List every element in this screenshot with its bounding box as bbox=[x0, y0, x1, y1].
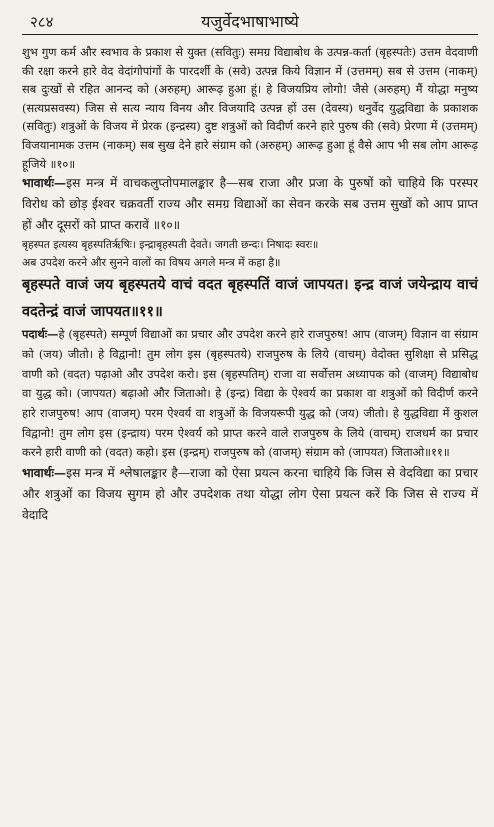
padarth-label: पदार्थः— bbox=[22, 327, 59, 342]
bhavarth-paragraph-1 bbox=[22, 173, 478, 236]
intro-line: अब उपदेश करने और सुनने वालों का विषय अगले मन्त्र में कहा है॥ bbox=[22, 256, 281, 270]
bhavarth-text-2: इस मन्त्र में श्लेषालङ्कार है—राजा को ऐसा प्रयत्न करना चाहिये कि जिस से वेदविद्या का प्रचार और शत्रुओं का विजय सुगम हो और उपदेशक तथा योद्धा लोग ऐसा प्रयत्न करें कि जिस से राज्य में वेदादि bbox=[22, 466, 478, 523]
mantra-verse: बृहस्पते वाजं जय बृहस्पतये वाचं वदत बृहस्पतिं वाजं जापयत। इन्द्र वाजं जयेन्द्राय वाचं वदतेन्द्रं वाजं जापयत॥११॥ bbox=[22, 276, 478, 321]
page-number: २८४ bbox=[30, 13, 54, 31]
devata-line: बृहस्पत इत्यस्य बृहस्पतिर्ऋषिः। इन्द्राबृहस्पती देवते। जगती छन्दः। निषादः स्वरः॥ bbox=[22, 239, 319, 252]
running-head: यजुर्वेदभाषाभाष्ये bbox=[201, 12, 299, 31]
paragraph-top: शुभ गुण कर्म और स्वभाव के प्रकाश से युक्त (सवितुः) समग्र विद्याबोध के उत्पन्न-कर्ता (बृहस्पतेः) उत्तम वेदवाणी की रक्षा करने हारे वेद वेदांगोपांगों के पारदर्शी के (सवे) उत्पन्न किये विज्ञान में (उत्तमम्) सब से उत्तम (नाकम्) सब दुःखों से रहित आनन्द को (अरुहम्) आरूढ़ हुआ हूं। हे विजयप्रिय लोगो! जैसे (अरुहम्) मैं योद्धा मनुष्य (सत्यप्रसवस्य) जिस से सत्य न्याय विनय और विजयादि उत्पन्न हों उस (देवस्य) धनुर्वेद युद्धविद्या के प्रकाशक (सवितुः) शत्रुओं के विजय में प्रेरक (इन्द्रस्य) दुष्ट शत्रुओं को विदीर्ण करने हारे पुरुष की (सवे) प्रेरणा में (उत्तमम्) विजयानामक उत्तम (नाकम्) सब सुख देने हारे संग्राम को (अरुहम्) आरूढ़ हुआ हूं वैसे आप भी सब लोग आरूढ़ हूजिये ॥१०॥ bbox=[22, 45, 478, 171]
page-header bbox=[22, 8, 478, 35]
bhavarth-text: इस मन्त्र में वाचकलुप्तोपमालङ्कार है—सब राजा और प्रजा के पुरुषों को चाहिये कि परस्पर विरोध को छोड़ ईश्वर चक्रवर्ती राज्य और समग्र विद्याओं का सेवन करके सब उत्तम सुखों को आप प्राप्त हों और दूसरों को प्राप्त करावें ॥१०॥ bbox=[22, 176, 478, 233]
book-page bbox=[22, 8, 478, 526]
bhavarth-label-2: भावार्थः— bbox=[22, 466, 67, 481]
padarth-paragraph bbox=[22, 325, 478, 463]
padarth-text: हे (बृहस्पते) सम्पूर्ण विद्याओं का प्रचार और उपदेश करने हारे राजपुरुष! आप (वाजम्) विज्ञान वा संग्राम को (जय) जीतो। हे विद्वानो! तुम लोग इस (बृहस्पतये) राजपुरुष के लिये (वाचम्) वेदोक्त सुशिक्षा से प्रसिद्ध वाणी को (वदत) पढ़ाओ और उपदेश करो। इस (बृहस्पतिम्) राजा वा सर्वोत्तम अध्यापक को (वाजम्) विद्याबोध वा युद्ध को। (जापयत) बढ़ाओ और जिताओ। हे (इन्द्र) विद्या के ऐश्वर्य का प्रकाश वा शत्रुओं को विदीर्ण करने हारे राजपुरुष! आप (वाजम्) परम ऐश्वर्य वा शत्रुओं के विजयरूपी युद्ध को (जय) जीतो। हे युद्धविद्या में कुशल विद्वानो! तुम लोग इस (इन्द्राय) परम ऐश्वर्य को प्राप्त करने वाले राजपुरुष के लिये (वाचम्) राजधर्म का प्रचार करने हारी वाणी को (वदत) कहो। इस (इन्द्रम्) राजपुरुष को (वाजम्) संग्राम को (जापयत) जिताओ॥११॥ bbox=[22, 327, 478, 460]
page-body bbox=[22, 43, 478, 526]
bhavarth-paragraph-2 bbox=[22, 463, 478, 526]
bhavarth-label: भावार्थः— bbox=[22, 176, 67, 191]
